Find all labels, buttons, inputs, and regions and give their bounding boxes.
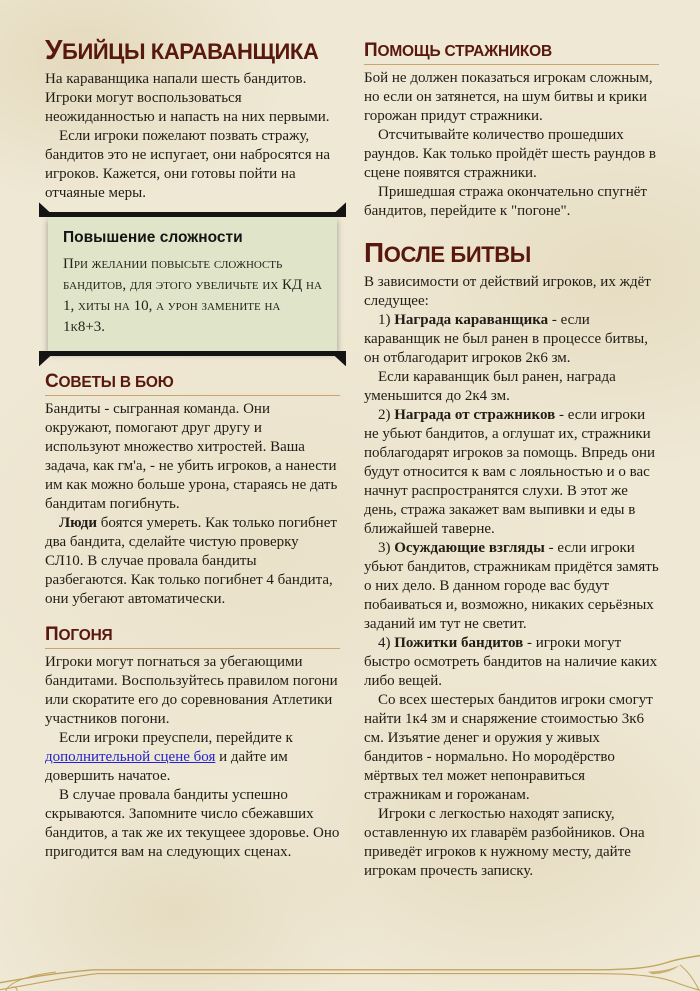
item-number: 1) <box>378 312 395 329</box>
paragraph: В случае провала бандиты успешно скрываются. Запомните число сбежавших бандитов, а так же их текущеее здоровье. Оно пригодится вам на следующих сценах. <box>45 787 340 861</box>
paragraph: Бандиты - сыгранная команда. Они окружают, помогают друг другу и используют множество хитростей. Ваша задача, как гм'а, - не убить игроков, а нанести им как можно больше урона, стараясь не дать бандитам погибнуть. <box>45 401 338 513</box>
paragraph <box>45 514 340 609</box>
paragraph: Игроки с легкостью находят записку, оставленную их главарём разбойников. Она приведёт игроков к нужному месту, дайте игрокам прочесть записку. <box>364 806 645 880</box>
link-additional-combat-scene[interactable]: дополнительной сцене боя <box>45 749 216 766</box>
paragraph: Со всех шестерых бандитов игроки смогут найти 1к4 зм и снаряжение стоимостью 3к6 см. Изъятие денег и оружия у живых бандитов - нормально. Но мородёрство мёртвых тел может непонравиться стражникам и горожанам. <box>364 692 653 804</box>
box-top-bar <box>39 212 346 217</box>
paragraph <box>45 729 340 786</box>
bold-lead: Люди <box>59 515 98 532</box>
paragraph: Если караванщик был ранен, награда уменьшится до 2к4 зм. <box>364 369 616 405</box>
paragraph: На караванщика напали шесть бандитов. Игроки могут воспользоваться неожиданностью и напасть на них первыми. <box>45 71 330 126</box>
box-bottom-bar <box>39 351 346 356</box>
paragraph: Если игроки пожелают позвать стражу, бандитов это не испугает, они набросятся на игроков. Кажется, они готовы пойти на отчаяные меры. <box>45 128 331 202</box>
bold-lead: Награда от стражников <box>394 407 556 424</box>
box-body-text: При желании повысьте сложность бандитов, для этого увеличьте их КД на 1, хиты на 10, а урон замените на 1к8+3. <box>63 256 322 336</box>
paragraph: Бой не должен показаться игрокам сложным, но если он затянется, на шум битвы и крики горожан придут стражники. <box>364 69 653 124</box>
paragraph: В зависимости от действий игроков, их ждёт следущее: <box>364 274 651 310</box>
bold-lead: Пожитки бандитов <box>394 635 524 652</box>
bold-lead: Осуждающие взгляды <box>394 540 545 557</box>
section-title-caravan-killers: УБИЙЦЫ КАРАВАНЩИКА <box>45 34 319 65</box>
section-title-combat-tips: СОВЕТЫ В БОЮ <box>45 371 340 396</box>
two-column-layout <box>45 34 662 881</box>
item-number: 3) <box>378 540 395 557</box>
item-number: 4) <box>378 635 395 652</box>
box-corner-tip <box>334 355 346 366</box>
paragraph: Отсчитывайте количество прошедших раундов. Как только пройдёт шесть раундов в сцене появятся стражники. <box>364 126 656 181</box>
paragraph-text: и дайте им довершить начатое. <box>45 749 288 785</box>
box-title: Повышение сложности <box>63 229 243 247</box>
paragraph-text: - если караванщик не был ранен в процессе битвы, он отблагодарит игроков 2к6 зм. <box>364 312 649 367</box>
difficulty-sidebar-box <box>48 217 337 351</box>
left-column <box>45 34 340 881</box>
paragraph-text: - если игроки не убьют бандитов, а оглушат их, стражники поблагодарят игроков за помощь. Впредь они будут относится к вам с лояльностью и о вас начнут распространятся слухи. В этот же день, стража закажет вам выпивки и еды в ближайшей таверне. <box>364 407 656 538</box>
numbered-item <box>364 539 659 634</box>
numbered-item <box>364 406 659 539</box>
right-column <box>364 34 659 881</box>
bold-lead: Награда караванщика <box>394 312 549 329</box>
numbered-item <box>364 311 659 368</box>
box-corner-tip <box>39 355 51 366</box>
paragraph: Пришедшая стража окончательно спугнёт бандитов, перейдите к "погоне". <box>364 183 647 219</box>
box-corner-tip <box>39 202 51 213</box>
section-title-guards-help: ПОМОЩЬ СТРАЖНИКОВ <box>364 40 659 65</box>
paragraph-text: Если игроки преуспели, перейдите к <box>59 730 293 747</box>
section-title-after-battle: ПОСЛЕ БИТВЫ <box>364 236 531 268</box>
footer-flourish-icon <box>0 931 700 991</box>
section-title-chase: ПОГОНЯ <box>45 624 340 649</box>
item-number: 2) <box>378 407 395 424</box>
paragraph-text: боятся умереть. Как только погибнет два бандита, сделайте чистую проверку СЛ10. В случае провала бандиты разбегаются. Как только погибнет 4 бандита, они убегают автоматически. <box>45 515 337 608</box>
paragraph: Игроки могут погнаться за убегающими бандитами. Воспользуйтесь правилом погони или скоратите его до соревнования Атлетики участников погони. <box>45 654 338 728</box>
numbered-item <box>364 634 659 691</box>
paragraph-text: - игроки могут быстро осмотреть бандитов на наличие каких либо вещей. <box>364 635 658 690</box>
paragraph-text: - если игроки убьют бандитов, стражникам придётся замять о них дело. В данном городе вас будут побаиваться и, возможно, никаких серьёзных заданий им тут не светит. <box>364 540 659 633</box>
